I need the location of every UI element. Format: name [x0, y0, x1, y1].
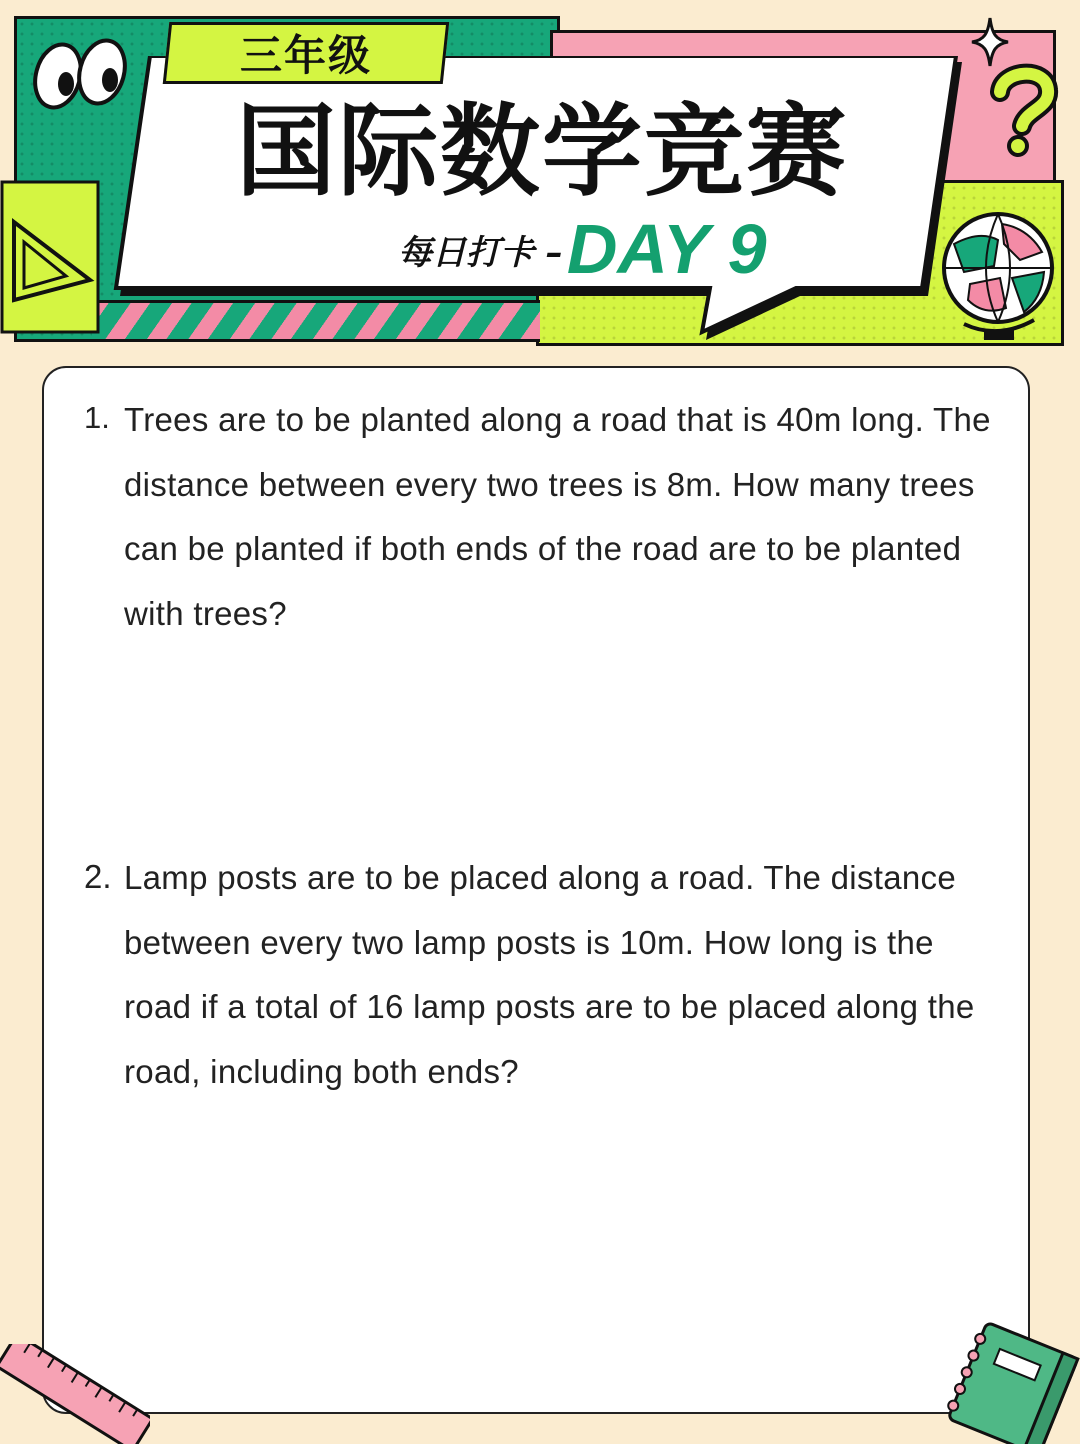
grade-label: 三年级: [239, 31, 372, 80]
day-label: DAY 9: [566, 210, 767, 288]
page-title: 国际数学竞赛: [236, 93, 848, 210]
question-1-text: Trees are to be planted along a road that is 40m long. The distance between every two trees is 8m. How many trees can be planted if both ends of the road are to be planted with trees?: [124, 401, 991, 632]
question-2-text: Lamp posts are to be placed along a road. The distance between every two lamp posts is 10m. How long is the road if a total of 16 lamp posts are to be placed along the road, including both ends?: [124, 859, 975, 1090]
question-mark-icon: [980, 60, 1064, 160]
question-1-number: 1.: [84, 400, 110, 435]
header-banner: [0, 0, 1080, 360]
question-card: [42, 366, 1030, 1414]
ruler-icon: [0, 1344, 150, 1444]
question-2-number: 2.: [84, 858, 112, 895]
notebook-icon: [944, 1322, 1080, 1444]
triangle-ruler-icon: [0, 180, 104, 336]
daily-label: 每日打卡 –: [398, 232, 563, 273]
daily-checkin: [398, 212, 878, 286]
globe-icon: [924, 200, 1064, 346]
